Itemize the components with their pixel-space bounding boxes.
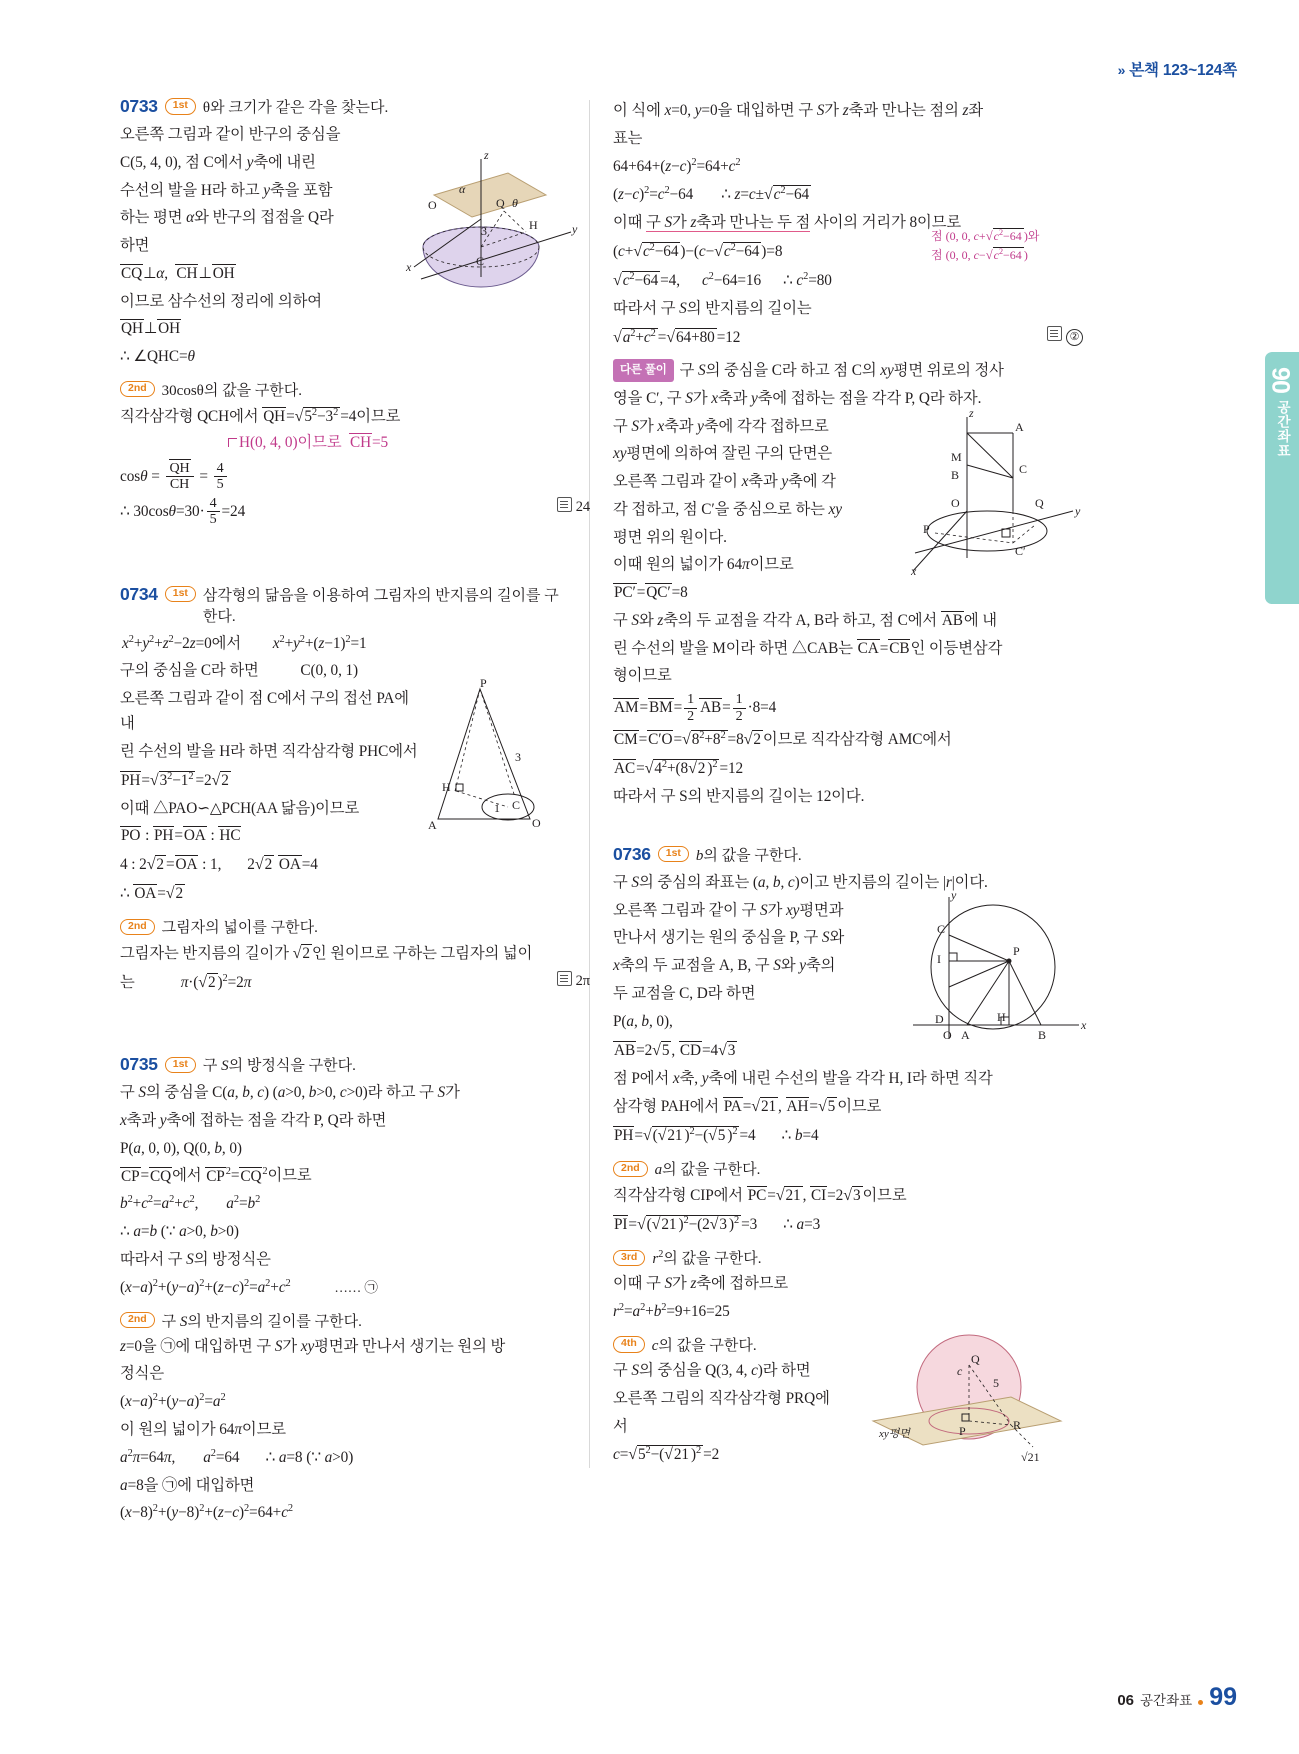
equation: PC′=QC′=8 bbox=[614, 584, 688, 602]
text-line: 형이므로 bbox=[613, 667, 672, 685]
equation: P(a, b, 0), bbox=[613, 1012, 673, 1030]
axis-label-y: y bbox=[572, 222, 578, 236]
equation: AM=BM= $\frac{1}{2}$ AB= $\frac{1}{2}$ ·8=4 bbox=[614, 691, 777, 724]
text-line: 따라서 구 S의 방정식은 bbox=[120, 1250, 271, 1268]
other-solution-badge: 다른 풀이 bbox=[613, 359, 674, 382]
problem-0735 bbox=[120, 1054, 590, 1526]
label-alpha: α bbox=[459, 182, 466, 196]
text-line: x축과 y축에 접하는 점을 각각 P, Q라 하면 bbox=[120, 1111, 387, 1129]
label-H: H bbox=[529, 218, 538, 232]
text-line: 구 S의 중심을 C(a, b, c) (a>0, b>0, c>0)라 하고 구 S가 bbox=[120, 1084, 460, 1102]
label-theta: θ bbox=[512, 196, 518, 210]
label-D: D bbox=[935, 1011, 944, 1026]
text-line: 직각삼각형 QCH에서 $QH=√5^2-3^2 =4$이므로 bbox=[120, 406, 401, 425]
text-line: 이때 구 S가 z축과 만나는 두 점 사이의 거리가 8이므로 bbox=[613, 214, 962, 232]
equation: P(a, 0, 0), Q(0, b, 0) bbox=[120, 1139, 242, 1157]
text-line: CP=CQ에서 $CP^2=CQ^2$이므로 bbox=[121, 1166, 312, 1185]
equation: QH⊥OH bbox=[121, 320, 181, 338]
text-line: 이때 △PAO∽△PCH(AA 닮음)이므로 bbox=[120, 799, 360, 817]
left-column bbox=[120, 96, 590, 1532]
label-1: 1 bbox=[494, 801, 500, 816]
chevrons-right-icon: » bbox=[1117, 62, 1126, 78]
problem-number: 0734 bbox=[120, 583, 158, 604]
answer-0733: 24 bbox=[557, 496, 590, 519]
label-C: C bbox=[1019, 461, 1028, 476]
text-line: 직각삼각형 CIP에서 PC=√21 , CI=2√3 이므로 bbox=[613, 1187, 907, 1205]
text-line: 린 수선의 발을 H라 하면 직각삼각형 PHC에서 bbox=[120, 742, 418, 760]
text-line: 이 원의 넓이가 64π이므로 bbox=[120, 1420, 286, 1438]
step-badge-1st: 1st bbox=[658, 846, 689, 862]
text-line: 구의 중심을 C라 하면 C(0, 0, 1) bbox=[120, 662, 359, 680]
label-A: A bbox=[428, 818, 437, 833]
chapter-side-tab bbox=[1265, 352, 1299, 604]
text-line: 린 수선의 발을 M이라 하면 △CAB는 CA=CB인 이등변삼각 bbox=[613, 639, 1003, 657]
step-2-text: 그림자의 넓이를 구한다. bbox=[161, 920, 318, 937]
text-line: x축의 두 교점을 A, B, 구 S와 y축의 bbox=[613, 957, 836, 975]
step-1-text: 구 S의 방정식을 구한다. bbox=[202, 1058, 356, 1075]
text-line: 수선의 발을 H라 하고 y축을 포함 bbox=[120, 181, 333, 199]
text-line: 두 교점을 C, D라 하면 bbox=[613, 985, 756, 1002]
label-A: A bbox=[1015, 419, 1024, 434]
text-line: 구 S의 중심의 좌표는 (a, b, c)이고 반지름의 길이는 |r|이다. bbox=[613, 873, 988, 891]
equation: $(x-8)^2+(y-8)^2+(z-c)^2=64+c^2$ bbox=[120, 1503, 294, 1522]
problem-0733 bbox=[120, 96, 590, 528]
label-O: O bbox=[951, 495, 960, 510]
equation-ref: …… ㉠ bbox=[334, 1279, 378, 1295]
text-line: xy평면에 의하여 잘린 구의 단면은 bbox=[613, 445, 833, 463]
equation: 는 π·(√2 )$^2$=2π 2π bbox=[120, 970, 590, 996]
step-badge-1st: 1st bbox=[165, 98, 196, 114]
equation: $c=√5^2-(√21$ )$^2$ =2 bbox=[613, 1445, 720, 1464]
problem-0734 bbox=[120, 584, 590, 997]
text-line: 오른쪽 그림과 같이 x축과 y축에 각 bbox=[613, 473, 836, 491]
label-A: A bbox=[961, 1027, 970, 1042]
equation: cosθ = $\frac{QH}{CH}$ = $\frac{4}{5}$ bbox=[120, 459, 590, 493]
label-P: P bbox=[1013, 943, 1020, 958]
equation: $√c^2-64 =4$, $c^2-64=16$ ∴ $c^2=80$ bbox=[613, 271, 832, 290]
equation: PO : PH=OA : HC bbox=[121, 827, 241, 845]
answer-icon bbox=[557, 497, 572, 512]
answer-icon bbox=[1047, 326, 1062, 341]
text-line: 정식은 bbox=[120, 1365, 165, 1383]
note-line-2: 점 (0, 0, $c-√c^2-64$ ) bbox=[931, 247, 1028, 263]
step-1-text: 삼각형의 닮음을 이용하여 그림자의 반지름의 길이를 구한다. bbox=[202, 587, 559, 625]
step-1-text: b의 값을 구한다. bbox=[695, 847, 802, 864]
text-line: 이때 구 S가 z축에 접하므로 bbox=[613, 1275, 789, 1293]
label-Cprime: C′ bbox=[1015, 543, 1026, 558]
step-badge-2nd: 2nd bbox=[120, 1312, 155, 1328]
page-reference: » 본책 123~124쪽 bbox=[1117, 62, 1237, 79]
text-line: 구 S가 x축과 y축에 각각 접하므로 bbox=[613, 417, 829, 435]
text-line: 표는 bbox=[613, 129, 643, 147]
axis-label-x: x bbox=[1081, 1017, 1087, 1032]
figure-0736 bbox=[901, 889, 1091, 1069]
label-C: C bbox=[512, 798, 521, 813]
label-3: 3 bbox=[515, 750, 521, 765]
footer-dot-icon bbox=[1198, 1700, 1203, 1705]
label-C: C bbox=[476, 254, 485, 268]
label-c: c bbox=[957, 1364, 963, 1378]
text-line: 오른쪽 그림과 같이 구 S가 xy평면과 bbox=[613, 901, 844, 919]
label-sqrt21: √21 bbox=[1021, 1450, 1040, 1464]
equation: $64+64+(z-c)^2=64+c^2$ bbox=[613, 156, 741, 175]
step-2-text: a의 값을 구한다. bbox=[654, 1162, 761, 1179]
label-O: O bbox=[532, 816, 541, 831]
step-badge-3rd: 3rd bbox=[613, 1250, 645, 1266]
label-Q: Q bbox=[496, 196, 505, 210]
label-3: 3 bbox=[481, 224, 487, 238]
label-P: P bbox=[923, 521, 930, 536]
equation: ∴ OA=√2 bbox=[120, 885, 184, 903]
label-5: 5 bbox=[993, 1376, 999, 1390]
side-note bbox=[931, 227, 1039, 265]
label-C: C bbox=[937, 921, 946, 936]
label-P: P bbox=[959, 1424, 966, 1438]
axis-label-z: z bbox=[484, 148, 489, 162]
step-badge-4th: 4th bbox=[613, 1336, 645, 1352]
figure-0735-other bbox=[895, 403, 1085, 583]
step-2-text: 30cosθ의 값을 구한다. bbox=[161, 382, 303, 399]
text-line: 삼각형 PAH에서 PA=√21 , AH=√5 이므로 bbox=[613, 1098, 882, 1116]
text-line: a=8을 ㉠에 대입하면 bbox=[120, 1476, 255, 1494]
text-line: 평면 위의 원이다. bbox=[613, 528, 727, 546]
label-I: I bbox=[937, 951, 941, 966]
chapter-label: 공간좌표 bbox=[1275, 399, 1290, 458]
text-line: 구 S와 z축의 두 교점을 각각 A, B라 하고, 점 C에서 AB에 내 bbox=[613, 611, 997, 629]
footer-chapter-name: 공간좌표 bbox=[1140, 1693, 1193, 1708]
answer-icon bbox=[557, 971, 572, 986]
label-B: B bbox=[951, 467, 960, 482]
axis-label-y: y bbox=[1075, 503, 1081, 518]
axis-label-x: x bbox=[406, 260, 412, 274]
label-Q: Q bbox=[971, 1352, 980, 1366]
label-O: O bbox=[428, 198, 437, 212]
equation: ∴ a=b (∵ a>0, b>0) bbox=[120, 1223, 239, 1241]
equation: CQ⊥α, CH⊥OH bbox=[121, 264, 235, 282]
text-line: C(5, 4, 0), 점 C에서 y축에 내린 bbox=[120, 153, 316, 171]
equation: AB=2√5 , CD=4√3 bbox=[614, 1041, 736, 1059]
step-3-text: $r^2$의 값을 구한다. bbox=[652, 1249, 762, 1268]
equation: $(x-a)^2+(y-a)^2+(z-c)^2=a^2+c^2$ …… ㉠ bbox=[120, 1277, 378, 1296]
text-line: 하면 bbox=[120, 237, 150, 255]
answer-0734: 2π bbox=[557, 970, 590, 993]
figure-0734 bbox=[420, 676, 590, 854]
right-column bbox=[613, 96, 1087, 1474]
page-number: 99 bbox=[1209, 1683, 1237, 1711]
equation: $√a^2+c^2 =√64+80 =12$ ② bbox=[613, 325, 1083, 351]
figure-0733 bbox=[376, 137, 591, 302]
label-H: H bbox=[442, 780, 451, 795]
answer-0735: ② bbox=[1047, 325, 1083, 348]
step-badge-1st: 1st bbox=[165, 586, 196, 602]
step-4-text: c의 값을 구한다. bbox=[651, 1338, 757, 1354]
step-badge-1st: 1st bbox=[165, 1057, 196, 1073]
text-line: 만나서 생기는 원의 중심을 P, 구 S와 bbox=[613, 929, 845, 947]
text-line: z=0을 ㉠에 대입하면 구 S가 xy평면과 만나서 생기는 원의 방 bbox=[120, 1337, 506, 1355]
label-Q: Q bbox=[1035, 495, 1044, 510]
other-solution-head: 다른 풀이 구 S의 중심을 C라 하고 점 C의 xy평면 위로의 정사 bbox=[613, 359, 1083, 384]
equation: 4 : 2√2 =OA : 1, 2√2 OA=4 bbox=[120, 856, 318, 874]
equation: PI=√(√21 )$^2$−(2√3 )$^2$ =3 ∴ a=3 bbox=[614, 1215, 821, 1234]
text-line: 이때 원의 넓이가 64π이므로 bbox=[613, 556, 794, 574]
footer-chapter-number: 06 bbox=[1117, 1692, 1135, 1709]
equation: ($c+√c^2-64$ )$-(c-√c^2-64$ )=8 bbox=[613, 242, 783, 261]
step-2-text: 구 S의 반지름의 길이를 구한다. bbox=[161, 1313, 362, 1330]
text-line: 오른쪽 그림의 직각삼각형 PRQ에 bbox=[613, 1389, 830, 1407]
text-line: 따라서 구 S의 반지름의 길이는 bbox=[613, 300, 812, 318]
label-H: H bbox=[997, 1009, 1006, 1024]
equation: $b^2+c^2=a^2+c^2$, $a^2=b^2$ bbox=[120, 1194, 261, 1213]
step-badge-2nd: 2nd bbox=[613, 1161, 648, 1177]
text-line: 하는 평면 α와 반구의 접점을 Q라 bbox=[120, 209, 334, 227]
label-P: P bbox=[480, 676, 487, 691]
text-line: 각 접하고, 점 C′을 중심으로 하는 xy bbox=[613, 500, 842, 518]
axis-label-x: x bbox=[911, 563, 917, 578]
text-line: 이므로 삼수선의 정리에 의하여 bbox=[120, 292, 322, 310]
problem-number: 0733 bbox=[120, 96, 158, 116]
label-M: M bbox=[951, 449, 962, 464]
text-line: 오른쪽 그림과 같이 반구의 중심을 bbox=[120, 126, 341, 143]
equation: $CM=C'O=√8^2+8^2 =8√2$ 이므로 직각삼각형 AMC에서 bbox=[614, 730, 952, 749]
figure-0736-sphere bbox=[861, 1325, 1071, 1480]
equation: $AC=√4^2+(8√2$ )$^2$ =12 bbox=[614, 759, 744, 778]
text-line: 점 P에서 x축, y축에 내린 수선의 발을 각각 H, I라 하면 직각 bbox=[613, 1069, 993, 1087]
page-footer bbox=[1117, 1683, 1237, 1712]
axis-label-z: z bbox=[969, 405, 974, 420]
label-O: O bbox=[943, 1027, 952, 1042]
label-xy-plane: xy평면 bbox=[879, 1428, 911, 1440]
step-1-text: θ와 크기가 같은 각을 찾는다. bbox=[202, 100, 389, 116]
equation: $(x-a)^2+(y-a)^2=a^2$ bbox=[120, 1392, 226, 1411]
text-line: 서 bbox=[613, 1417, 628, 1435]
equation: $r^2=a^2+b^2=9+16=25$ bbox=[613, 1302, 730, 1321]
step-badge-2nd: 2nd bbox=[120, 919, 155, 935]
text-line: 영을 C′, 구 S가 x축과 y축에 접하는 점을 각각 P, Q라 하자. bbox=[613, 389, 982, 407]
equation: $a^2\pi=64\pi$, $a^2=64$ ∴ a=8 (∵ a>0) bbox=[120, 1447, 354, 1466]
chapter-number: 06 bbox=[1267, 368, 1296, 394]
equation: PH=√(√21 )$^2$−(√5 )$^2$ =4 ∴ b=4 bbox=[614, 1126, 819, 1145]
label-B: B bbox=[1038, 1027, 1047, 1042]
text-line: 그림자는 반지름의 길이가 √2 인 원이므로 구하는 그림자의 넓이 bbox=[120, 945, 533, 963]
text-line: 오른쪽 그림과 같이 점 C에서 구의 접선 PA에 내 bbox=[120, 690, 409, 732]
note-line: H(0, 4, 0)이므로 CH=5 bbox=[228, 431, 590, 456]
problem-0736 bbox=[613, 843, 1087, 1468]
axis-label-y: y bbox=[951, 887, 957, 902]
equation: $(z-c)^2=c^2-64$ ∴ $z=c\pm√c^2-64$ bbox=[613, 185, 810, 204]
equation: $PH=√3^2-1^2 =2√2$ bbox=[121, 770, 229, 789]
text-line: 이 식에 x=0, y=0을 대입하면 구 S가 z축과 만나는 점의 z좌 bbox=[613, 102, 984, 119]
text-line: 구 S의 중심을 Q(3, 4, c)라 하면 bbox=[613, 1362, 811, 1379]
equation: ∴ ∠QHC=θ bbox=[120, 348, 195, 366]
problem-number: 0736 bbox=[613, 843, 651, 864]
equation: $x^2+y^2+z^2-2z=0$에서 $x^2+y^2+(z-1)^2=1$ bbox=[122, 633, 367, 652]
label-R: R bbox=[1013, 1418, 1022, 1432]
problem-number: 0735 bbox=[120, 1054, 158, 1075]
step-badge-2nd: 2nd bbox=[120, 381, 155, 397]
text-line: 따라서 구 S의 반지름의 길이는 12이다. bbox=[613, 788, 865, 806]
note-line-1: 점 (0, 0, $c+√c^2-64$ )와 bbox=[931, 228, 1040, 244]
equation: ∴ 30cosθ=30· $\frac{4}{5}$ =24 24 bbox=[120, 494, 590, 528]
